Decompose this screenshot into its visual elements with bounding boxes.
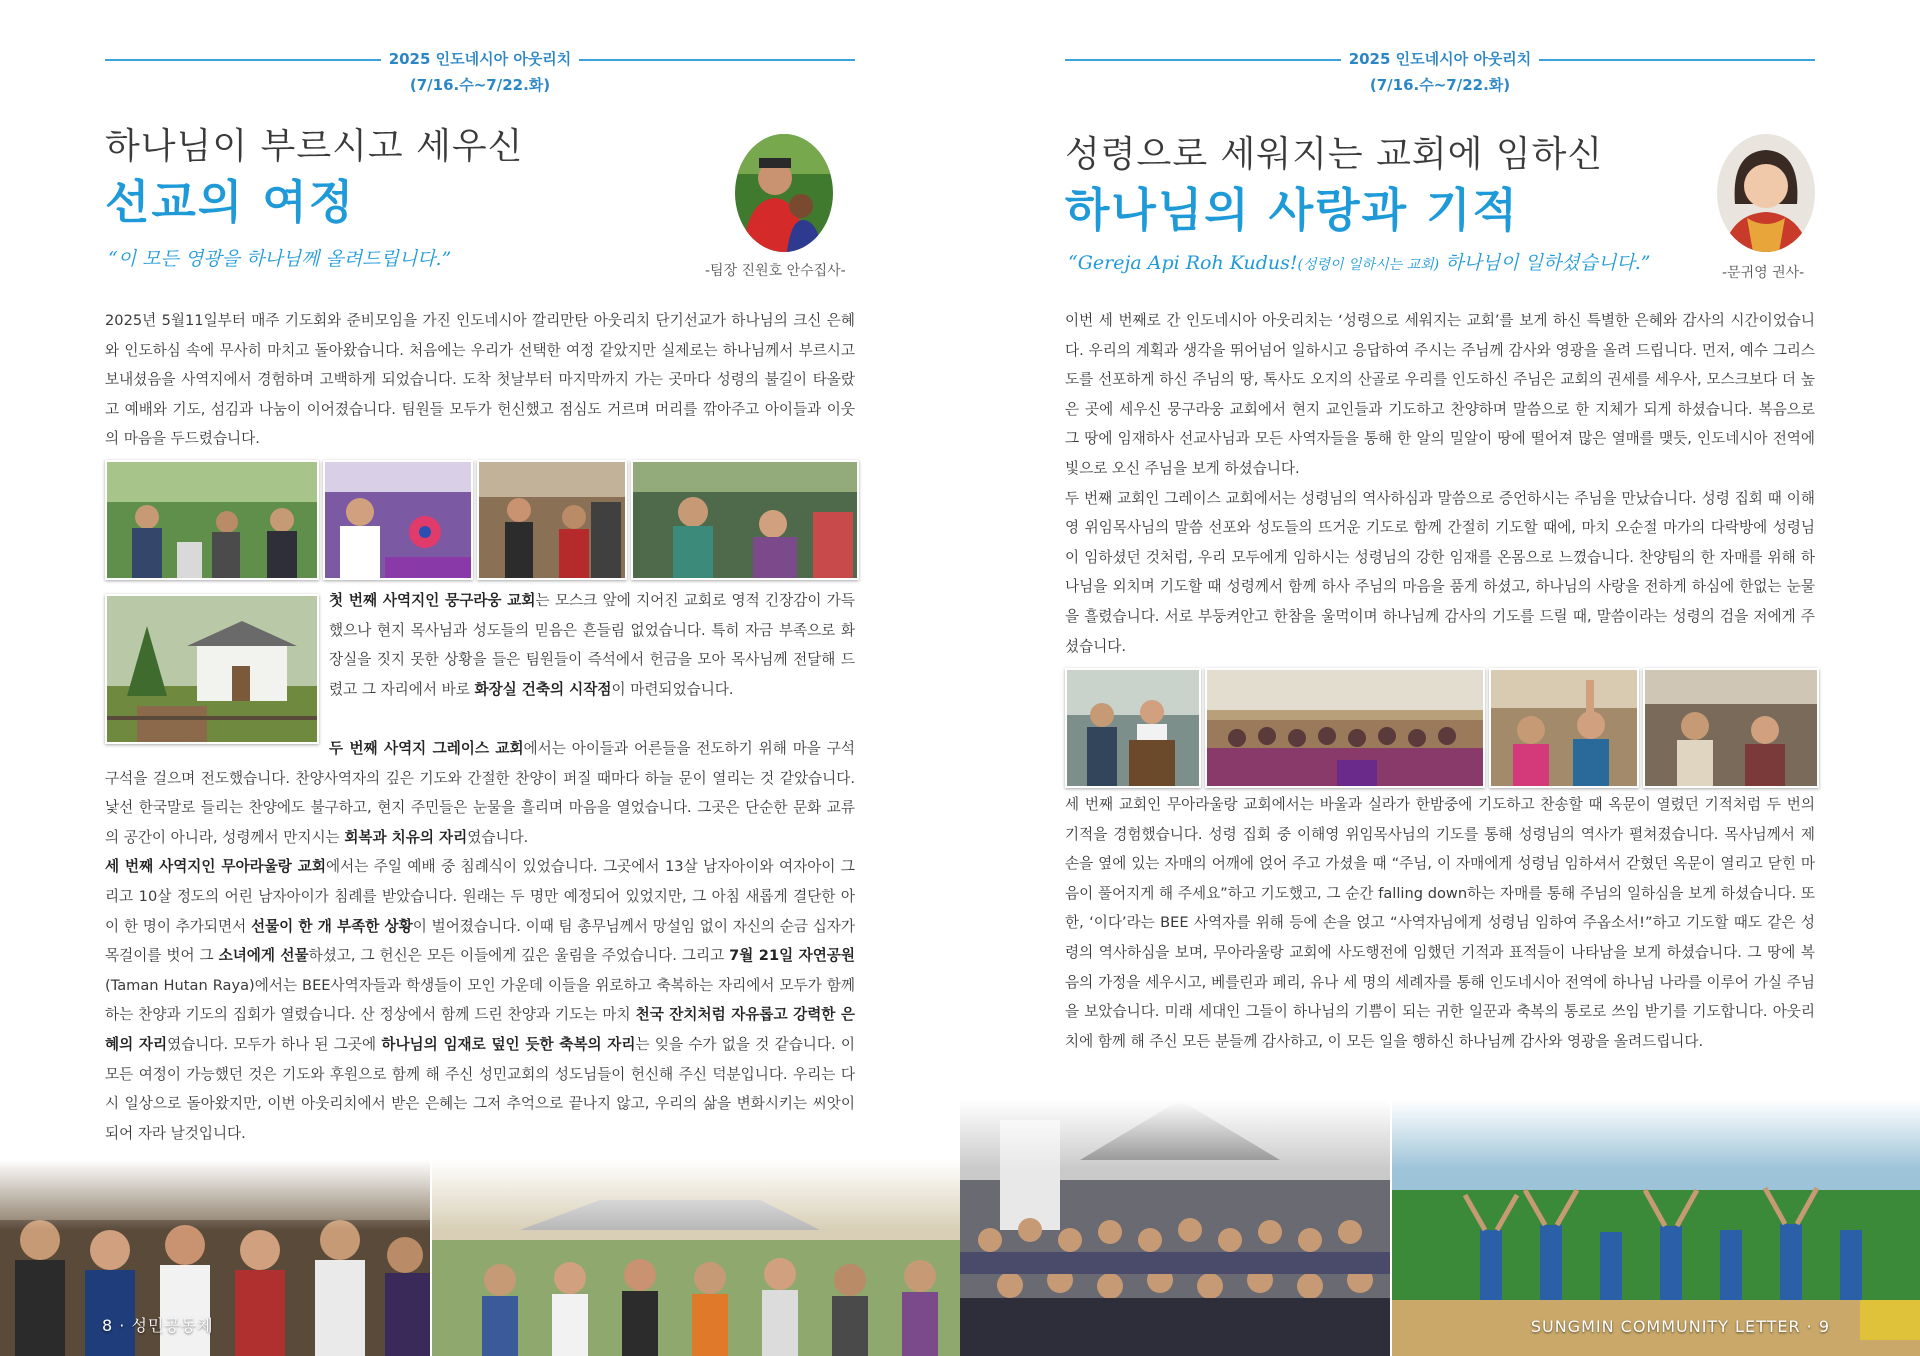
photo-congregation-hall: [1205, 668, 1485, 788]
third-church-body-4: (Taman Hutan Raya)에서는 BEE사역자들과 학생들이 모인 가운데 이들을 위로하고 축복하는 자리에서 모두가 함께하는 찬양과 기도의 집회가 열렸습니다. 산 정상에서 함께 드린 찬양과 기도는 마치: [105, 976, 855, 1024]
third-church-body-6: 는 잊을 수가 없을 것 같습니다. 이 모든 여정이 가능했던 것은 기도와 후원으로 함께 해 주신 성민교회의 성도님들이 헌신해 주신 덕분입니다. 우리는 다시 일상으로 돌아왔지만, 이번 아웃리치에서 받은 은혜는 그저 추억으로 끝나지 않고, 우리의 삶을 변화시키는 씨앗이 되어 자라 날것입니다.: [105, 1035, 855, 1142]
third-church-heading: 세 번째 사역지인 무아라울랑 교회: [105, 858, 326, 876]
second-church-highlight: 회복과 치유의 자리: [344, 828, 468, 846]
author-byline: -문귀영 권사-: [1722, 265, 1805, 281]
third-church-highlight-1: 선물이 한 개 부족한 상황: [250, 917, 413, 935]
photo-outdoor-gathering: [105, 460, 319, 580]
right-header: [1065, 48, 1815, 98]
page-number-right: SUNGMIN COMMUNITY LETTER · 9: [1530, 1317, 1830, 1336]
author-portrait: [1717, 134, 1815, 252]
article-title-line2: 선교의 여정: [105, 175, 356, 229]
quote-main: “Gereja Api Roh Kudus!: [1068, 252, 1298, 274]
left-bottom-photo-strip: [0, 1160, 960, 1356]
paragraph-first-church: [105, 586, 855, 704]
paragraph-grace-church: 두 번째 교회인 그레이스 교회에서는 성령님의 역사하심과 말씀으로 증언하시는 주님을 만났습니다. 성령 집회 때 이해영 위임목사님의 말씀 선포와 성도들의 뜨거운 기도로 함께 간절히 기도할 때에, 마치 오순절 마가의 다락방에 성령님이 임하셨던 것처럼, 우리 모두에게 임하시는 성령님의 강한 임재를 온몸으로 느꼈습니다. 찬양팀의 한 자매를 위해 하나님을 외치며 기도할 때 성령께서 함께 하사 주님의 마음을 품게 하셨고, 하나님의 사랑을 전하게 하심에 한없는 눈물을 흘렸습니다. 서로 부둥켜안고 한참을 울먹이며 하나님께 감사의 기도를 드릴 때, 말씀이라는 성령의 검을 저에게 주셨습니다.: [1065, 489, 1815, 655]
quote-end: 하나님이 일하셨습니다.”: [1439, 252, 1651, 274]
quote-note: (성령이 일하시는 교회): [1297, 257, 1440, 273]
author-byline: -팀장 진원호 안수집사-: [705, 263, 846, 279]
first-church-text: [329, 586, 855, 704]
first-church-heading: 첫 번째 사역지인 뭉구라웅 교회: [329, 592, 536, 609]
third-church-body-1: 에서는 주일 예배 중 침례식이 있었습니다. 그곳에서 13살 남자아이와 여자아이 그리고 10살 정도의 어린 남자아이가 침례를 받았습니다. 원래는 두 명만 예정되어 있었지만, 그 아침 새롭게 결단한 아이 한 명이 추가되면서: [105, 858, 855, 935]
third-church-body-5: 였습니다. 모두가 하나 된 그곳에: [167, 1035, 382, 1053]
paragraph-second-church: [105, 734, 855, 1148]
right-bottom-photo-strip: [960, 1100, 1920, 1356]
article-title-line2: 하나님의 사랑과 기적: [1065, 183, 1519, 237]
third-church-highlight-2: 소녀에게 선물: [218, 947, 309, 965]
second-church-body-end: 였습니다.: [467, 828, 529, 846]
first-church-body: 는 모스크 앞에 지어진 교회로 영적 긴장감이 가득 했으나 현지 목사님과 성도들의 믿음은 흔들림 없었습니다. 특히 자금 부족으로 화장실을 짓지 못한 상황을 들은 팀원들이 즉석에서 헌금을 모아 목사님께 전달해 드렸고 그 자리에서 바로: [329, 592, 855, 698]
first-church-highlight: 화장실 건축의 시작점: [474, 680, 612, 698]
intro-paragraph: 2025년 5월11일부터 매주 기도회와 준비모임을 가진 인도네시아 깔리만탄 아웃리치 단기선교가 하나님의 크신 은혜와 인도하심 속에 무사히 마치고 돌아왔습니다. 처음에는 우리가 선택한 여정 같았지만 실제로는 하나님께서 부르시고 보내셨음을 사역지에서 경험하며 고백하게 되었습니다. 도착 첫날부터 마지막까지 가는 곳마다 성령의 불길이 타올랐고 예배와 기도, 섬김과 나눔이 이어졌습니다. 팀원들 모두가 헌신했고 점심도 거르며 머리를 깎아주고 아이들과 이웃의 마음을 두드렸습니다.: [105, 312, 855, 448]
photo-worship-hands: [1489, 668, 1639, 788]
right-page: [960, 0, 1920, 1356]
third-church-body-3: 하셨고, 그 헌신은 모든 이들에게 깊은 울림을 주었습니다. 그리고: [308, 947, 730, 965]
article-quote: “이 모든 영광을 하나님께 올려드립니다.”: [108, 248, 452, 270]
third-church-highlight-4: 천국 잔치처럼 자유롭고 강력한 은혜의 자리: [105, 1006, 855, 1053]
header-dates: (7/16.수~7/22.화): [409, 76, 551, 94]
third-church-body-2: 이 벌어졌습니다. 이때 팀 총무님께서 망설임 없이 자신의 순금 십자가 목걸이를 벗어 그: [105, 917, 855, 965]
page-number-left: 8 · 성민공동체: [102, 1316, 214, 1335]
paragraph-muara-church: 세 번째 교회인 무아라울랑 교회에서는 바울과 실라가 한밤중에 기도하고 찬송할 때 옥문이 열렸던 기적처럼 두 번의 기적을 경험했습니다. 성령 집회 중 이해영 위임목사님의 기도를 통해 성령님의 역사가 펼쳐졌습니다. 목사님께서 제 손을 옆에 있는 자매의 어깨에 얹어 주고 가셨을 때 “주님, 이 자매에게 성령님 임하셔서 갇혔던 옥문이 열리고 닫힌 마음이 풀어지게 해 주세요”하고 기도했고, 그 순간 falling down하는 자매를 통해 주님의 일하심을 보게 하셨습니다. 또한, ‘이다’라는 BEE 사역자를 위해 등에 손을 얹고 “사역자님에게 성령님 임하여 주옵소서!”하고 기도할 때도 같은 성령의 역사하심을 보며, 무아라울랑 교회에 사도행전에 임했던 기적과 표적들이 나타남을 보게 하셨습니다. 그 땅에 복음의 가정을 세우시고, 베를린과 페리, 유나 세 명의 세례자를 통해 인도네시아 전역에 하나님 나라를 이루어 가실 주님을 보았습니다. 미래 세대인 그들이 하나님의 기쁨이 되는 귀한 일꾼과 축복의 통로로 쓰임 받기를 기도합니다. 아웃리치에 함께 해 주신 모든 분들께 감사하고, 이 모든 일을 행하신 하나님께 감사와 영광을 올려드립니다.: [1065, 796, 1815, 1050]
article-title-line1: 하나님이 부르시고 세우신: [105, 126, 524, 167]
header-title: 2025 인도네시아 아웃리치: [1341, 50, 1540, 68]
strip-fade: [0, 1160, 960, 1230]
photo-pulpit-preaching: [1065, 668, 1201, 788]
second-church-body: 에서는 아이들과 어른들을 전도하기 위해 마을 구석구석을 걸으며 전도했습니다. 찬양사역자의 깊은 기도와 간절한 찬양이 퍼질 때마다 하늘 문이 열리는 것 같았습니다. 낯선 한국말로 들리는 찬양에도 불구하고, 현지 주민들은 눈물을 흘리며 마음을 열었습니다. 그곳은 단순한 문화 교류의 공간이 아니라, 성령께서 만지시는: [105, 740, 855, 846]
third-church-highlight-3: 7월 21일 자연공원: [729, 947, 855, 965]
author-portrait: [735, 134, 833, 252]
left-header: [105, 48, 855, 98]
second-church-text: [105, 734, 855, 852]
photo-prayer-session: [631, 460, 859, 580]
photo-haircut-service: [477, 460, 627, 580]
photo-children-activity: [323, 460, 473, 580]
header-title: 2025 인도네시아 아웃리치: [381, 50, 580, 68]
first-church-body-end: 이 마련되었습니다.: [611, 680, 734, 698]
second-church-heading: 두 번째 사역지 그레이스 교회: [329, 740, 524, 757]
strip-fade: [960, 1100, 1920, 1170]
header-dates: (7/16.수~7/22.화): [1369, 76, 1511, 94]
article-quote: [1068, 248, 1650, 275]
article-body-top: [1065, 306, 1815, 661]
paragraph-intro: 이번 세 번째로 간 인도네시아 아웃리치는 ‘성령으로 세워지는 교회’를 보게 하신 특별한 은혜와 감사의 시간이었습니다. 우리의 계획과 생각을 뛰어넘어 일하시고 응답하여 주시는 주님께 감사와 영광을 올려 드립니다. 먼저, 예수 그리스도를 선포하게 하신 주님의 땅, 톡사도 오지의 산골로 우리를 인도하신 주님은 교회의 권세를 세우사, 모스크보다 더 높은 곳에 세우신 뭉구라웅 교회에서 현지 교인들과 기도하고 찬양하며 말씀으로 한 지체가 되게 하셨습니다. 복음으로 그 땅에 임재하사 선교사님과 모든 사역자들을 통해 한 알의 밀알이 땅에 떨어져 많은 열매를 맺듯, 인도네시아 전역에 빛으로 오신 주님을 보게 하셨습니다.: [1065, 312, 1815, 477]
third-church-text: [105, 852, 855, 1148]
third-church-highlight-5: 하나님의 임재로 덮인 듯한 축복의 자리: [381, 1035, 636, 1053]
photo-laying-on-hands: [1643, 668, 1819, 788]
article-title-line1: 성령으로 세워지는 교회에 임하신: [1065, 134, 1604, 175]
